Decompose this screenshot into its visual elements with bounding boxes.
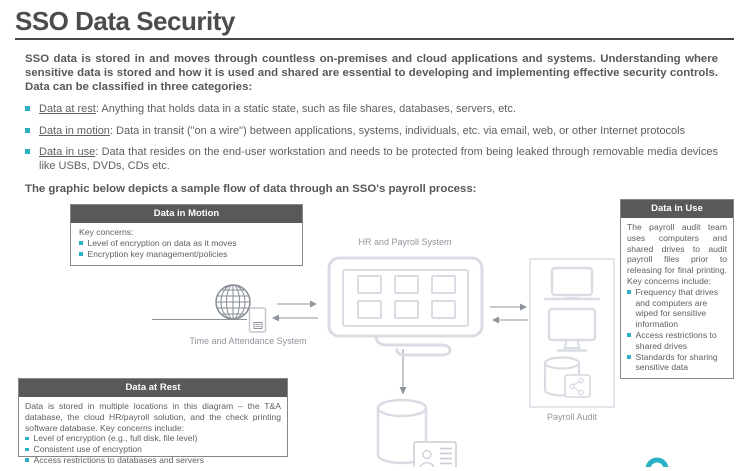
payroll-audit-label: Payroll Audit [546,412,598,422]
slide [0,6,740,465]
term-definition: : Data that resides on the end-user workstation and needs to be protected from being leaked through removable media devices like USBs, DVDs, CDs etc. [39,146,718,172]
bullet-square-icon [627,355,631,359]
callout-intro: Data is stored in multiple locations in this diagram – the T&A database, the cloud HR/payroll solution, and the check printing software database. Key concerns include: [25,401,281,433]
mobile-device-icon [250,308,266,332]
monitor-stand [376,336,450,355]
bullet-square-icon [627,333,631,337]
arrowhead [492,317,499,324]
callout-data-at-rest [18,378,288,465]
bullet-square-icon [25,106,30,111]
list-item [25,124,718,138]
title-divider [15,38,734,40]
share-icon [565,375,590,397]
globe-icon [216,285,250,319]
graphic-intro-text: The graphic below depicts a sample flow of data through an SSO's payroll process: [25,183,477,195]
callout-data-in-motion [70,204,303,266]
bullet-square-icon [25,437,29,441]
term-data-in-use: Data in use [39,146,96,158]
intro-paragraph: SSO data is stored in and moves through countless on-premises and cloud applications and systems. Understanding where sensitive data is stored and how it is used and shared are essential to developing and implementing effective security controls. Data can be classified in three categories: [25,53,718,93]
list-item: Access restrictions to databases and servers [25,455,281,466]
arrowhead [310,301,317,308]
category-list [25,102,718,173]
list-item [25,145,718,173]
term-definition: : Data in transit ("on a wire") between applications, systems, individuals, etc. via email, web, or other Internet protocols [109,124,686,137]
bullet-square-icon [25,458,29,462]
callout-data-in-use [620,199,734,379]
list-item: Frequency that drives and computers are wiped for sensitive information [627,287,727,330]
list-item: Level of encryption (e.g., full disk, file level) [25,433,281,444]
hr-payroll-monitor-icon [329,258,482,355]
list-item: Level of encryption on data as it moves [79,238,294,249]
arrowhead [272,315,279,322]
list-item [25,102,718,116]
bullet-square-icon [25,149,30,154]
list-item: Consistent use of encryption [25,444,281,455]
callout-title: Data in Motion [71,205,302,223]
time-attendance-label: Time and Attendance System [189,336,307,346]
list-item: Encryption key management/policies [79,249,294,260]
partial-logo-icon [648,460,666,467]
callout-intro: The payroll audit team uses computers and shared drives to audit payroll files prior to releasing for final printing. Key concerns include: [627,222,727,286]
id-card-icon [414,442,456,467]
page-title: SSO Data Security [15,6,235,36]
arrowhead [400,387,407,395]
bullet-square-icon [627,290,631,294]
bullet-square-icon [25,448,29,452]
bullet-square-icon [25,128,30,133]
bullet-square-icon [79,241,83,245]
callout-intro: Key concerns: [79,227,134,237]
list-item: Access restrictions to shared drives [627,330,727,352]
term-definition: : Anything that holds data in a static state, such as file shares, databases, servers, etc. [95,103,516,115]
laptop-icon [545,268,599,300]
term-data-at-rest: Data at rest [39,103,96,115]
callout-title: Data at Rest [19,379,287,397]
arrowhead [520,304,527,311]
term-data-in-motion: Data in motion [39,124,110,137]
payroll-flow-diagram [0,197,740,467]
callout-title: Data in Use [621,200,733,218]
bullet-square-icon [79,252,83,256]
payroll-audit-group [530,259,614,407]
list-item: Standards for sharing sensitive data [627,352,727,374]
hr-payroll-label: HR and Payroll System [358,237,452,247]
